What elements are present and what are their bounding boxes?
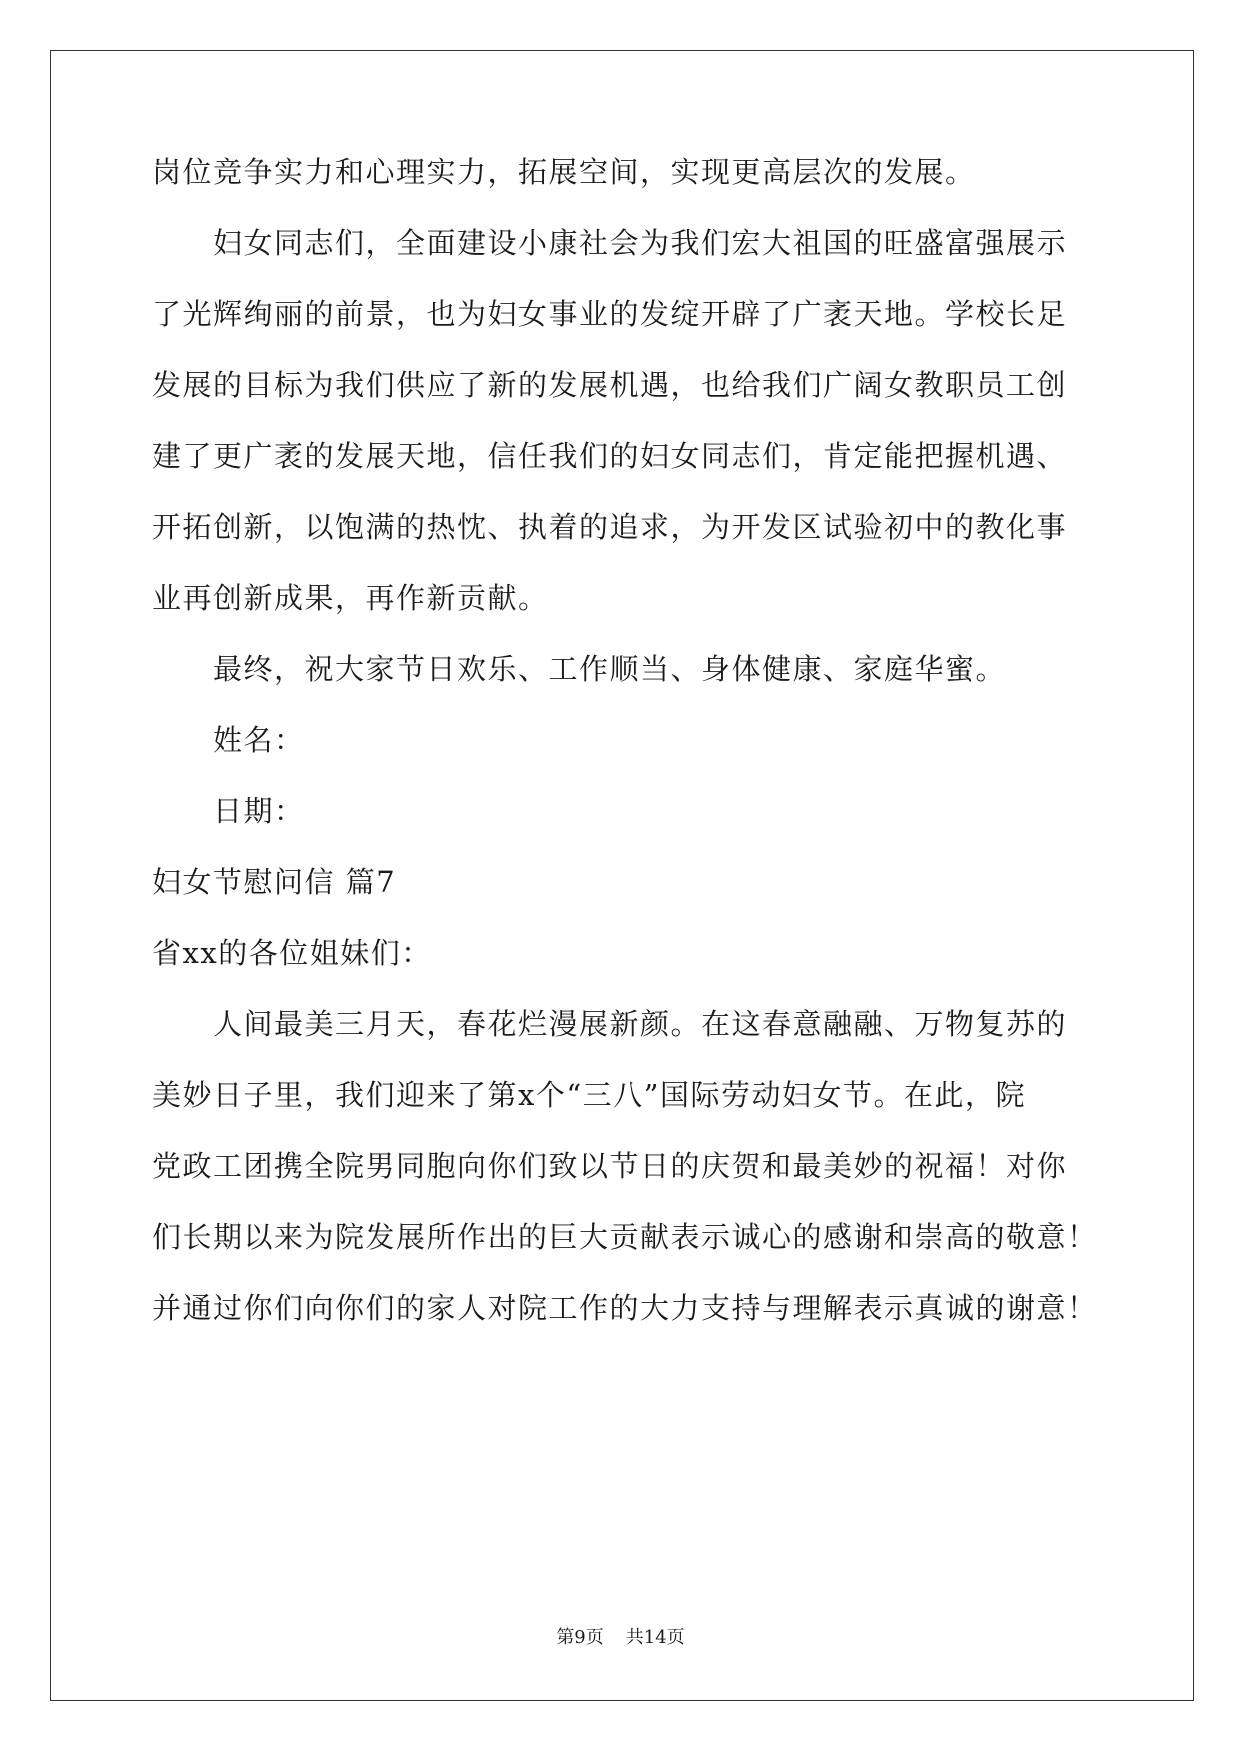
text-line-13: 人间最美三月天，春花烂漫展新颜。在这春意融融、万物复苏的 — [213, 1007, 1068, 1041]
text-line-8: 最终，祝大家节日欢乐、工作顺当、身体健康、家庭华蜜。 — [213, 652, 1007, 686]
section-heading: 妇女节慰问信 篇7 — [152, 865, 397, 899]
page-footer — [0, 1626, 1241, 1650]
text-line-17: 并通过你们向你们的家人对院工作的大力支持与理解表示真诚的谢意！ — [152, 1291, 1098, 1325]
text-line-3: 了光辉绚丽的前景，也为妇女事业的发绽开辟了广袤天地。学校长足 — [152, 297, 1068, 331]
current-page-number: 第9页 — [556, 1627, 604, 1648]
text-line-14: 美妙日子里，我们迎来了第x个“三八”国际劳动妇女节。在此，院 — [152, 1078, 1027, 1112]
total-page-count: 共14页 — [625, 1627, 685, 1648]
text-line-2: 妇女同志们，全面建设小康社会为我们宏大祖国的旺盛富强展示 — [213, 226, 1068, 260]
signature-name-label: 姓名： — [213, 723, 305, 757]
text-line-16: 们长期以来为院发展所作出的巨大贡献表示诚心的感谢和崇高的敬意！ — [152, 1220, 1098, 1254]
salutation: 省xx的各位姐妹们： — [152, 936, 432, 970]
text-line-6: 开拓创新，以饱满的热忱、执着的追求，为开发区试验初中的教化事 — [152, 510, 1068, 544]
text-line-5: 建了更广袤的发展天地，信任我们的妇女同志们，肯定能把握机遇、 — [152, 439, 1068, 473]
text-line-4: 发展的目标为我们供应了新的发展机遇，也给我们广阔女教职员工创 — [152, 368, 1068, 402]
text-line-15: 党政工团携全院男同胞向你们致以节日的庆贺和最美妙的祝福！对你 — [152, 1149, 1068, 1183]
signature-date-label: 日期： — [213, 794, 305, 828]
text-line-1: 岗位竞争实力和心理实力，拓展空间，实现更高层次的发展。 — [152, 155, 976, 189]
text-line-7: 业再创新成果，再作新贡献。 — [152, 581, 549, 615]
